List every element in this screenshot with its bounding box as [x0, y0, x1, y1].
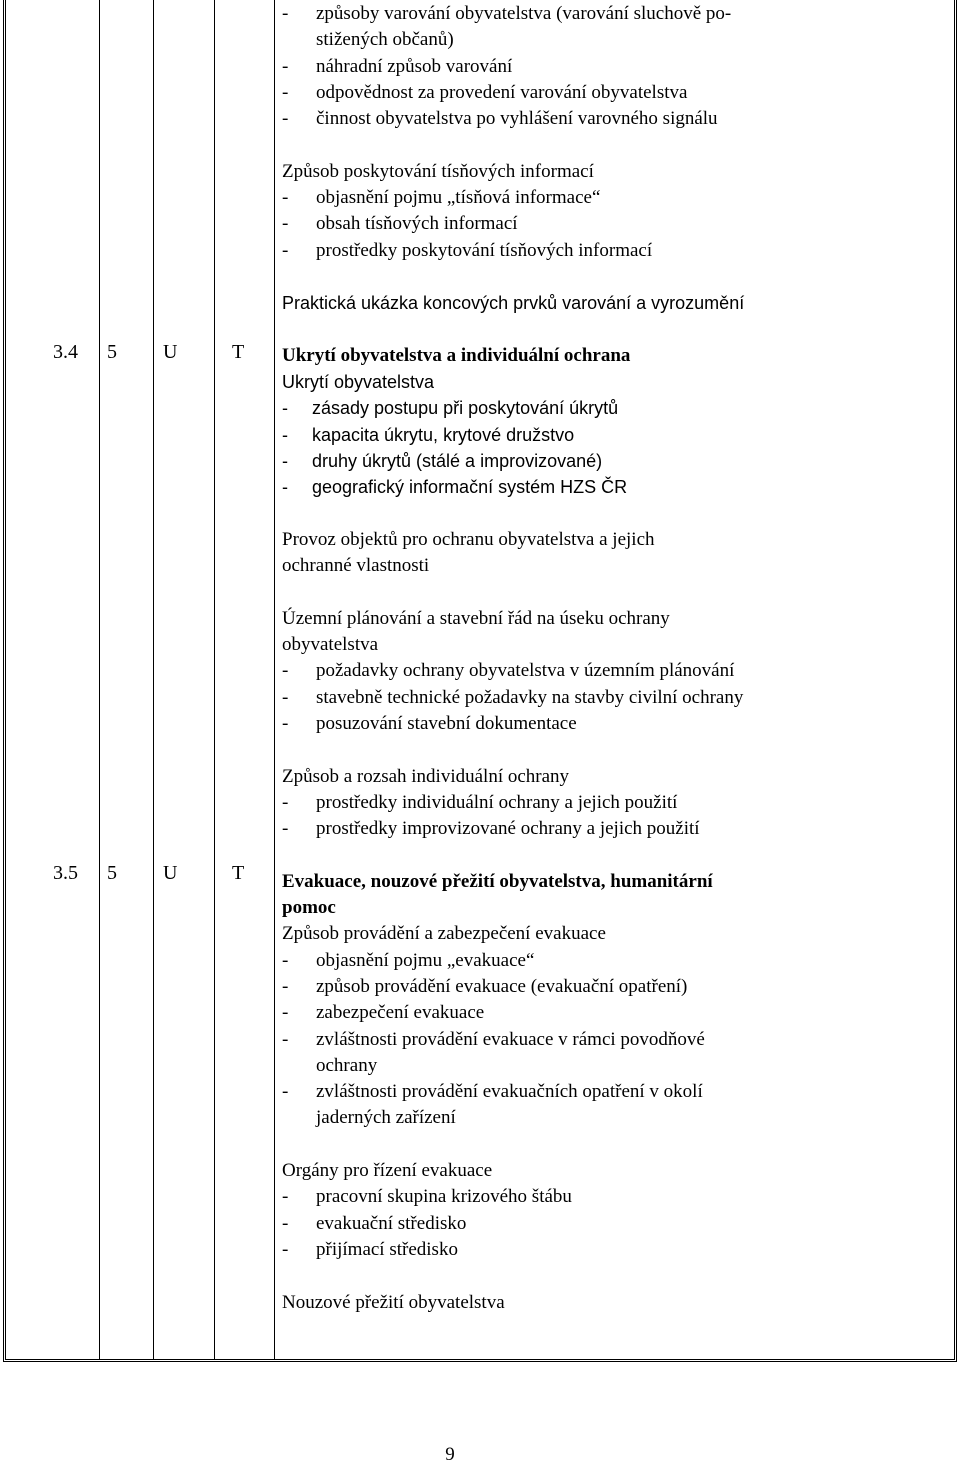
bullet-item	[282, 658, 862, 684]
section-heading: pomoc	[282, 897, 336, 919]
column-divider	[99, 0, 100, 1359]
column-divider	[214, 0, 215, 1359]
text-line: Územní plánování a stavební řád na úseku ochrany	[282, 607, 670, 629]
bullet-item	[282, 474, 862, 500]
dash-marker: -	[282, 949, 289, 971]
bullet-item	[282, 974, 862, 1000]
bullet-item	[282, 1079, 862, 1105]
bullet-text: pracovní skupina krizového štábu	[316, 1186, 572, 1208]
bullet-text: prostředky individuální ochrany a jejich použití	[316, 791, 678, 813]
row-hours: 5	[107, 862, 117, 884]
bullet-item	[282, 395, 862, 421]
bullet-text: objasnění pojmu „evakuace“	[316, 949, 535, 971]
row-section-number: 3.4	[53, 341, 78, 363]
bullet-text: požadavky ochrany obyvatelstva v územním plánování	[316, 660, 735, 682]
bullet-text: přijímací středisko	[316, 1238, 458, 1260]
bullet-text: způsoby varování obyvatelstva (varování sluchově po-	[316, 3, 732, 24]
bullet-text: evakuační středisko	[316, 1212, 467, 1234]
dash-marker: -	[282, 975, 289, 997]
bullet-text: posuzování stavební dokumentace	[316, 713, 577, 735]
dash-marker: -	[282, 239, 289, 261]
bullet-item	[282, 185, 862, 211]
text-line	[282, 1053, 862, 1079]
text-line: Způsob a rozsah individuální ochrany	[282, 765, 570, 787]
dash-marker: -	[282, 686, 289, 708]
text-line: ochranné vlastnosti	[282, 555, 430, 577]
bullet-item	[282, 1, 862, 27]
dash-marker: -	[282, 3, 289, 24]
bullet-item	[282, 711, 862, 737]
spacer	[282, 317, 862, 343]
row-form: T	[232, 862, 245, 884]
spacer	[282, 501, 862, 527]
dash-marker: -	[282, 1186, 289, 1208]
dash-marker: -	[282, 660, 289, 682]
bullet-item	[282, 238, 862, 264]
dash-marker: -	[282, 81, 289, 103]
bullet-item	[282, 948, 862, 974]
bullet-item	[282, 80, 862, 106]
section-heading: Evakuace, nouzové přežití obyvatelstva, humanitární	[282, 870, 713, 892]
bullet-item	[282, 422, 862, 448]
text-line	[282, 1105, 862, 1131]
bullet-item	[282, 1000, 862, 1026]
dash-marker: -	[282, 791, 289, 813]
bullet-item	[282, 54, 862, 80]
dash-marker: -	[282, 55, 289, 77]
spacer	[282, 1132, 862, 1158]
row-section-number: 3.5	[53, 862, 78, 884]
section-heading: Ukrytí obyvatelstva a individuální ochrana	[282, 344, 631, 366]
bullet-text-continued: stižených občanů)	[316, 29, 454, 51]
dash-marker: -	[282, 818, 289, 840]
bullet-text: obsah tísňových informací	[316, 213, 518, 235]
row-type: U	[163, 341, 178, 363]
dash-marker: -	[282, 477, 288, 498]
text-line: Ukrytí obyvatelstva	[282, 372, 435, 393]
bullet-item	[282, 1237, 862, 1263]
topic-content	[282, 1, 862, 1316]
bullet-text-continued: ochrany	[316, 1054, 378, 1076]
bullet-text: geografický informační systém HZS ČR	[312, 477, 628, 498]
bullet-item	[282, 211, 862, 237]
dash-marker: -	[282, 1212, 289, 1234]
spacer	[282, 1263, 862, 1289]
bullet-item	[282, 685, 862, 711]
text-line: Nouzové přežití obyvatelstva	[282, 1291, 505, 1313]
bullet-text: činnost obyvatelstva po vyhlášení varovného signálu	[316, 108, 718, 130]
bullet-text: stavebně technické požadavky na stavby civilní ochrany	[316, 686, 744, 708]
dash-marker: -	[282, 108, 289, 130]
dash-marker: -	[282, 1028, 289, 1050]
row-form: T	[232, 341, 245, 363]
bullet-text: prostředky poskytování tísňových informací	[316, 239, 653, 261]
text-line: Způsob provádění a zabezpečení evakuace	[282, 923, 606, 945]
page-number: 9	[445, 1444, 455, 1465]
text-line: Způsob poskytování tísňových informací	[282, 160, 594, 182]
bullet-text: kapacita úkrytu, krytové družstvo	[312, 424, 575, 445]
dash-marker: -	[282, 1238, 289, 1260]
bullet-text: objasnění pojmu „tísňová informace“	[316, 187, 601, 209]
spacer	[282, 737, 862, 763]
text-line: obyvatelstva	[282, 634, 379, 656]
bullet-text-continued: jaderných zařízení	[316, 1107, 456, 1129]
text-line: Orgány pro řízení evakuace	[282, 1160, 493, 1182]
bullet-text: způsob provádění evakuace (evakuační opatření)	[316, 975, 688, 997]
bullet-item	[282, 1184, 862, 1210]
bullet-text: zvláštnosti provádění evakuace v rámci povodňové	[316, 1028, 705, 1050]
dash-marker: -	[282, 398, 288, 419]
spacer	[282, 264, 862, 290]
dash-marker: -	[282, 424, 288, 445]
dash-marker: -	[282, 213, 289, 235]
column-divider	[153, 0, 154, 1359]
spacer	[282, 843, 862, 869]
bullet-item	[282, 448, 862, 474]
dash-marker: -	[282, 1081, 289, 1103]
bullet-text: odpovědnost za provedení varování obyvatelstva	[316, 81, 688, 103]
bullet-item	[282, 1027, 862, 1053]
column-divider	[274, 0, 275, 1359]
dash-marker: -	[282, 187, 289, 209]
bullet-item	[282, 816, 862, 842]
bullet-text: zásady postupu při poskytování úkrytů	[312, 398, 619, 419]
spacer	[282, 132, 862, 158]
row-hours: 5	[107, 341, 117, 363]
text-line: Praktická ukázka koncových prvků varování a vyrozumění	[282, 293, 745, 314]
bullet-text: zabezpečení evakuace	[316, 1002, 485, 1024]
row-type: U	[163, 862, 178, 884]
bullet-item	[282, 1211, 862, 1237]
bullet-text: náhradní způsob varování	[316, 55, 513, 77]
bullet-text: druhy úkrytů (stálé a improvizované)	[312, 451, 603, 472]
dash-marker: -	[282, 451, 288, 472]
text-line	[282, 27, 862, 53]
text-line: Provoz objektů pro ochranu obyvatelstva a jejich	[282, 528, 655, 550]
spacer	[282, 580, 862, 606]
bullet-text: prostředky improvizované ochrany a jejich použití	[316, 818, 700, 840]
dash-marker: -	[282, 1002, 289, 1024]
bullet-text: zvláštnosti provádění evakuačních opatření v okolí	[316, 1081, 703, 1103]
dash-marker: -	[282, 713, 289, 735]
bullet-item	[282, 106, 862, 132]
bullet-item	[282, 790, 862, 816]
